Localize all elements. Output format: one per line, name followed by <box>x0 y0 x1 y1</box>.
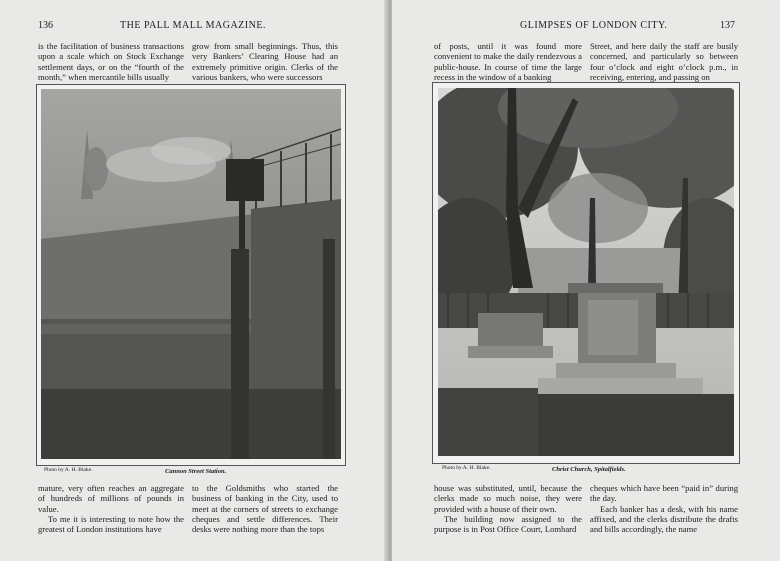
text-column <box>434 483 582 534</box>
paragraph: mature, very often reaches an aggregate of hundreds of millions of pounds in value. <box>38 483 184 514</box>
photograph-cannon-street-station <box>41 89 341 459</box>
photo-plate <box>36 84 346 466</box>
photo-caption: Christ Church, Spitalfields. <box>552 466 626 473</box>
right-page <box>392 0 780 561</box>
left-page <box>0 0 388 561</box>
text-column <box>38 41 184 82</box>
text-column <box>590 483 738 534</box>
text-column <box>38 483 184 534</box>
running-head: GLIMPSES OF LONDON CITY. <box>520 20 668 31</box>
page-number: 137 <box>720 20 735 31</box>
paragraph: of posts, until it was found more convenient to make the daily rendezvous a public-house. In course of time the large recess in the window of a banking <box>434 41 582 82</box>
photo-credit: Photo by A. H. Blake. <box>442 465 491 471</box>
photo-credit: Photo by A. H. Blake. <box>44 467 93 473</box>
running-head: THE PALL MALL MAGAZINE. <box>120 20 266 31</box>
photo-caption: Cannon Street Station. <box>165 468 227 475</box>
text-column <box>192 41 338 82</box>
photo-image <box>438 88 734 456</box>
text-column <box>192 483 338 534</box>
page-number: 136 <box>38 20 53 31</box>
paragraph: cheques which have been “paid in” during the day. <box>590 483 738 504</box>
text-column <box>434 41 582 82</box>
text-column <box>590 41 738 82</box>
paragraph: To me it is interesting to note how the greatest of London institutions have <box>38 513 184 535</box>
paragraph: Street, and here daily the staff are busily concerned, and particularly so between four o’clock and eight o’clock p.m., in receiving, entering, and passing on <box>590 41 738 82</box>
paragraph: The building now assigned to the purpose is in Post Office Court, Lombard <box>434 513 582 535</box>
paragraph: is the facilitation of business transactions upon a scale which on Stock Exchange settlement days, or on the “fourth of the month,” when mercantile bills usually <box>38 41 184 82</box>
paragraph: grow from small beginnings. Thus, this very Bankers’ Clearing House had an extremely primitive origin. Clerks of the various bankers, who were successors <box>192 41 338 82</box>
paragraph: house was substituted, until, because the clerks made so much noise, they were provided with a house of their own. <box>434 483 582 514</box>
photo-image <box>41 89 341 459</box>
photograph-christ-church-spitalfields <box>438 88 734 456</box>
photo-plate <box>432 82 740 464</box>
paragraph: Each banker has a desk, with his name affixed, and the clerks distribute the drafts and bills accordingly, the name <box>590 503 738 535</box>
paragraph: to the Goldsmiths who started the business of banking in the City, used to meet at the corners of streets to exchange cheques and settle differences. Their desks were nothing more than the tops <box>192 483 338 535</box>
